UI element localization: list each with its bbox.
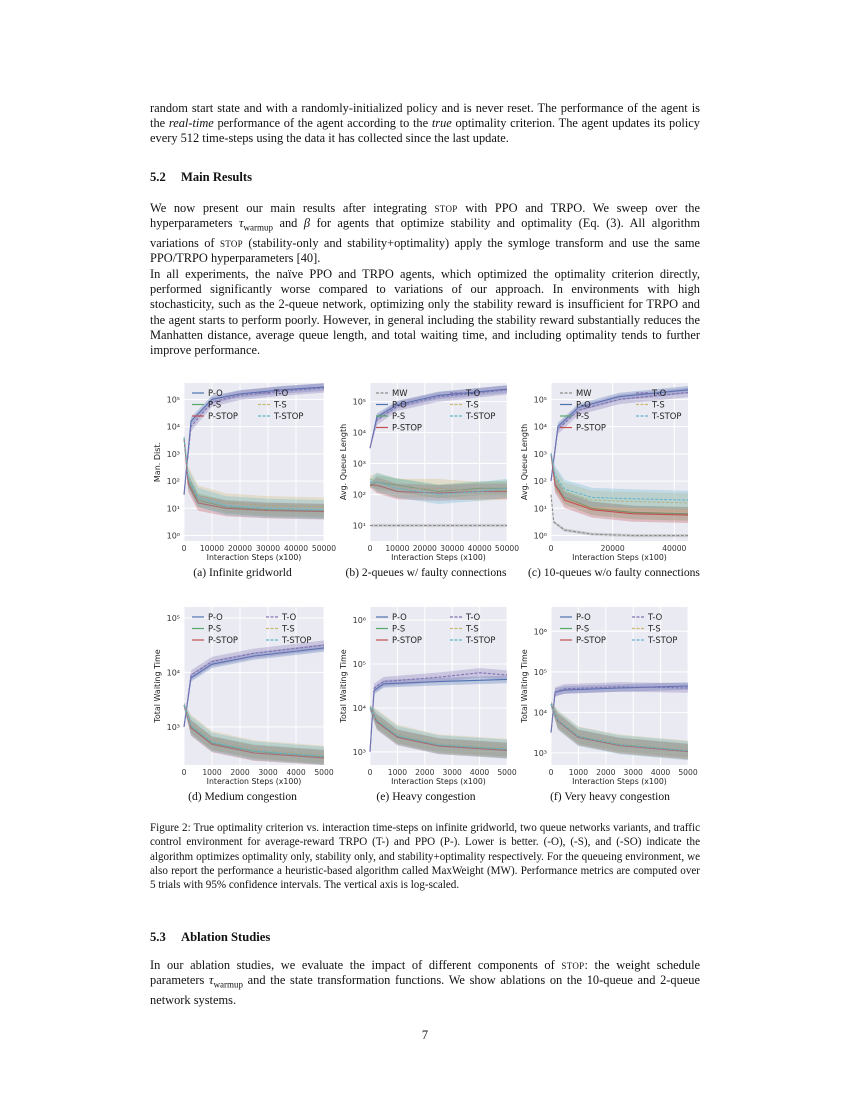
y-tick-label: 10¹ xyxy=(352,521,366,531)
paragraph-main-results: We now present our main results after integrating stop with PPO and TRPO. We sweep over the hyperparameters $\tau_{warmup}$ and β for agents that optimize stability and optimality (Eq. (3). All algorithm variations of stop (stability-only and stability+optimality) apply the symloge transform and use the same PPO/TRPO hyperparameters [40]. xyxy=(150,201,700,266)
y-tick-label: 10³ xyxy=(166,449,180,459)
legend-entry: T-S xyxy=(466,399,479,410)
x-tick-label: 0 xyxy=(181,768,187,777)
x-tick-label: 1000 xyxy=(568,768,589,777)
subcaption-b: (b) 2-queues w/ faulty connections xyxy=(345,566,507,579)
x-tick-label: 40000 xyxy=(662,544,687,553)
legend-entry: T-STOP xyxy=(282,635,312,645)
subcaption-f: (f) Very heavy congestion xyxy=(550,790,670,803)
x-tick-label: 50000 xyxy=(494,544,520,553)
chart-panel xyxy=(153,383,336,562)
x-tick-label: 3000 xyxy=(258,768,278,777)
y-tick-label: 10⁵ xyxy=(352,660,366,670)
y-axis-label: Avg. Queue Length xyxy=(339,423,348,501)
y-tick-label: 10³ xyxy=(166,722,180,732)
legend-entry: T-O xyxy=(466,388,481,398)
x-tick-label: 0 xyxy=(548,768,554,777)
legend-entry: T-STOP xyxy=(648,635,678,645)
legend-entry: T-STOP xyxy=(274,411,304,421)
y-tick-label: 10⁶ xyxy=(352,616,366,626)
legend-entry: P-STOP xyxy=(392,422,422,433)
chart-panel xyxy=(520,607,698,786)
y-tick-label: 10¹ xyxy=(533,504,547,514)
page-number: 7 xyxy=(421,1028,429,1042)
y-tick-label: 10³ xyxy=(533,748,547,758)
legend-entry: P-STOP xyxy=(576,422,606,433)
x-tick-label: 30000 xyxy=(440,544,465,553)
legend-entry: T-O xyxy=(652,388,667,398)
legend-entry: MW xyxy=(576,388,592,398)
x-tick-label: 3000 xyxy=(623,768,643,777)
x-axis-label: Interaction Steps (x100) xyxy=(206,553,302,562)
chart-panel xyxy=(339,383,519,562)
y-tick-label: 10⁴ xyxy=(533,422,547,432)
x-axis-label: Interaction Steps (x100) xyxy=(206,777,302,786)
section-title: Main Results xyxy=(181,170,253,184)
chart-panel xyxy=(520,383,688,562)
legend-entry: P-STOP xyxy=(392,635,422,645)
y-axis-label: Man. Dist. xyxy=(153,441,162,483)
legend-entry: P-S xyxy=(208,623,222,634)
x-tick-label: 20000 xyxy=(227,544,253,553)
y-axis-label: Avg. Queue Length xyxy=(520,423,529,501)
x-tick-label: 1000 xyxy=(387,768,408,777)
legend-entry: T-S xyxy=(282,623,295,634)
x-axis-label: Interaction Steps (x100) xyxy=(572,777,667,786)
x-tick-label: 5000 xyxy=(678,768,698,777)
chart-panel xyxy=(153,607,334,786)
legend-entry: P-O xyxy=(576,399,591,410)
x-tick-label: 50000 xyxy=(311,544,337,553)
x-tick-label: 5000 xyxy=(314,768,334,777)
legend-entry: T-S xyxy=(274,399,287,410)
legend-entry: P-S xyxy=(392,623,406,634)
x-tick-label: 2000 xyxy=(596,768,616,777)
legend-entry: P-S xyxy=(392,411,406,421)
section-number: 5.2 xyxy=(150,170,166,184)
legend-entry: T-O xyxy=(648,612,663,622)
x-tick-label: 4000 xyxy=(286,768,306,777)
paragraph-intro: random start state and with a randomly-initialized policy and is never reset. The performance of the agent is the real-time performance of the agent according to the true optimality criterion. The agent updates its policy every 512 time-steps using the data it has collected since the last update. xyxy=(150,101,700,146)
paragraph-experiments: In all experiments, the naïve PPO and TRPO agents, which optimized the optimality criterion directly, performed significantly worse compared to variations of our approach. In environments with high stochasticity, such as the 2-queue network, optimizing only the stability reward is insufficient for TRPO and the agent starts to perform poorly. However, in general including the stability reward substantially reduces the Manhatten distance, average queue length, and total waiting time, and including optimality tends to further improve performance. xyxy=(150,267,700,358)
legend-entry: T-S xyxy=(648,623,661,634)
x-tick-label: 4000 xyxy=(469,768,490,777)
paragraph-ablation: In our ablation studies, we evaluate the impact of different components of stop: the weight schedule parameters $\tau_{warmup}$ and the state transformation functions. We show ablations on the 10-queue and 2-queue network systems. xyxy=(150,958,701,1007)
x-tick-label: 1000 xyxy=(202,768,222,777)
x-tick-label: 0 xyxy=(548,544,554,553)
y-tick-label: 10⁵ xyxy=(352,397,366,407)
y-tick-label: 10³ xyxy=(352,747,366,757)
legend-entry: T-STOP xyxy=(466,411,496,421)
legend-entry: T-STOP xyxy=(466,635,496,645)
y-tick-label: 10⁴ xyxy=(166,422,180,432)
y-tick-label: 10⁰ xyxy=(166,531,180,541)
x-tick-label: 4000 xyxy=(650,768,671,777)
subcaption-d: (d) Medium congestion xyxy=(188,790,297,803)
x-tick-label: 20000 xyxy=(412,544,437,553)
legend-entry: P-O xyxy=(392,612,407,622)
x-tick-label: 5000 xyxy=(497,768,517,777)
legend-entry: T-O xyxy=(282,612,297,622)
x-tick-label: 2000 xyxy=(230,768,250,777)
legend-entry: P-S xyxy=(576,411,590,421)
legend-entry: T-STOP xyxy=(652,411,682,421)
x-tick-label: 2000 xyxy=(415,768,435,777)
x-tick-label: 0 xyxy=(367,544,373,553)
x-axis-label: Interaction Steps (x100) xyxy=(391,777,486,786)
section-number: 5.3 xyxy=(150,930,166,944)
legend-entry: P-STOP xyxy=(208,411,238,421)
legend-entry: P-S xyxy=(208,399,222,410)
y-tick-label: 10⁶ xyxy=(533,627,547,637)
section-title: Ablation Studies xyxy=(181,930,271,944)
legend-entry: P-STOP xyxy=(208,635,238,645)
y-axis-label: Total Waiting Time xyxy=(339,649,348,723)
y-tick-label: 10³ xyxy=(352,459,366,469)
y-tick-label: 10⁵ xyxy=(533,395,547,405)
figure-caption: Figure 2: True optimality criterion vs. interaction time-steps on infinite gridworld, two queue networks variants, and traffic control environment for average-reward TRPO (T-) and PPO (P-). Lower is better. (-O), (-S), and (-SO) indicate the algorithm optimizes optimality only, stability only, and stability+optimality respectively. For the queueing environment, we also report the performance a heuristic-based algorithm called MaxWeight (MW). Performance metrics are computed over 5 trials with 95% confidence intervals. The vertical axis is log-scaled. xyxy=(150,822,700,892)
y-tick-label: 10⁰ xyxy=(533,531,547,541)
legend-entry: P-O xyxy=(392,399,407,410)
subcaption-a: (a) Infinite gridworld xyxy=(193,566,292,579)
legend-entry: T-O xyxy=(274,388,289,398)
x-axis-label: Interaction Steps (x100) xyxy=(391,553,486,562)
legend-entry: MW xyxy=(392,388,408,398)
y-tick-label: 10⁵ xyxy=(533,667,547,677)
y-tick-label: 10⁵ xyxy=(166,613,180,623)
chart-panel xyxy=(339,607,517,786)
x-axis-label: Interaction Steps (x100) xyxy=(572,553,667,562)
y-axis-label: Total Waiting Time xyxy=(153,649,162,723)
x-tick-label: 3000 xyxy=(442,768,462,777)
y-tick-label: 10⁵ xyxy=(166,395,180,405)
y-axis-label: Total Waiting Time xyxy=(520,649,529,723)
y-tick-label: 10⁴ xyxy=(352,703,366,713)
legend-entry: P-S xyxy=(576,623,590,634)
section-heading-5-3 xyxy=(150,930,270,945)
x-tick-label: 20000 xyxy=(600,544,625,553)
legend-entry: T-S xyxy=(652,399,665,410)
y-tick-label: 10² xyxy=(166,477,180,487)
x-tick-label: 0 xyxy=(367,768,373,777)
y-tick-label: 10⁴ xyxy=(352,428,366,438)
y-tick-label: 10⁴ xyxy=(533,708,547,718)
legend-entry: P-STOP xyxy=(576,635,606,645)
x-tick-label: 40000 xyxy=(467,544,492,553)
x-tick-label: 0 xyxy=(181,544,187,553)
x-tick-label: 10000 xyxy=(199,544,225,553)
y-tick-label: 10³ xyxy=(533,449,547,459)
x-tick-label: 10000 xyxy=(385,544,410,553)
y-tick-label: 10² xyxy=(533,477,547,487)
legend-entry: P-O xyxy=(208,388,223,398)
y-tick-label: 10⁴ xyxy=(166,668,180,678)
legend-entry: T-O xyxy=(466,612,481,622)
x-tick-label: 30000 xyxy=(255,544,281,553)
x-tick-label: 40000 xyxy=(283,544,309,553)
y-tick-label: 10² xyxy=(352,490,366,500)
legend-entry: T-S xyxy=(466,623,479,634)
legend-entry: P-O xyxy=(576,612,591,622)
subcaption-e: (e) Heavy congestion xyxy=(376,790,476,803)
y-tick-label: 10¹ xyxy=(166,504,180,514)
legend-entry: P-O xyxy=(208,612,223,622)
subcaption-c: (c) 10-queues w/o faulty connections xyxy=(528,566,700,579)
